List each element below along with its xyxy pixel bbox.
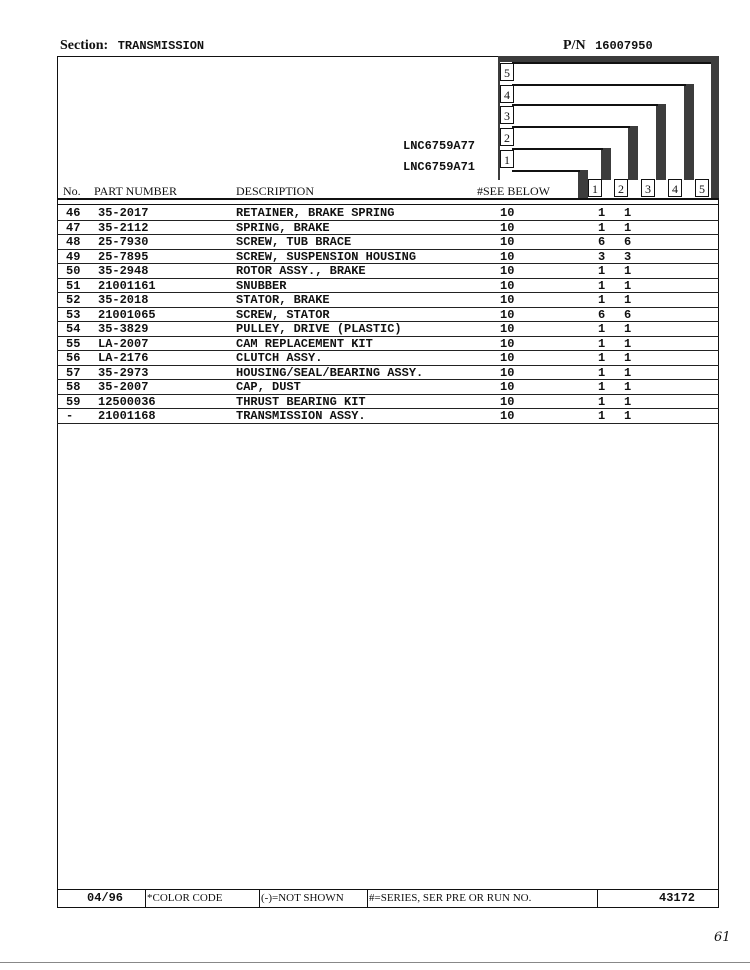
column-number-1: 1 [588, 179, 602, 197]
row-qty-col2: 1 [624, 336, 632, 351]
row-qty-col2: 6 [624, 235, 632, 249]
row-qty-col2: 1 [624, 293, 632, 307]
row-no: 47 [66, 220, 81, 235]
row-see-below: 10 [500, 278, 515, 293]
footer-sep-4 [597, 890, 598, 907]
series-box-4: 4 [500, 85, 514, 103]
row-qty-col2: 1 [624, 264, 632, 278]
row-see-below: 10 [500, 365, 515, 380]
row-part-number: 35-2017 [98, 206, 149, 220]
footer-page-code: 43172 [659, 891, 696, 905]
row-description: SCREW, SUSPENSION HOUSING [236, 249, 417, 264]
table-row [64, 206, 714, 220]
footer-color-code: *COLOR CODE [147, 892, 223, 904]
row-see-below: 10 [500, 206, 515, 220]
pn-label: P/N [563, 38, 586, 53]
series-box-2: 2 [500, 128, 514, 146]
row-part-number: LA-2007 [98, 336, 149, 351]
header-rule [57, 198, 719, 200]
series-line-1 [512, 148, 603, 150]
section-label: Section: [60, 38, 109, 53]
row-qty-col2: 3 [624, 249, 632, 264]
row-qty-col1: 1 [598, 351, 606, 365]
row-no: 53 [66, 307, 81, 322]
pn-value: 16007950 [595, 39, 653, 53]
header-no: No. [63, 184, 81, 198]
row-qty-col2: 1 [624, 394, 632, 409]
header-part-number: PART NUMBER [94, 184, 177, 198]
row-no: 54 [66, 322, 81, 336]
row-description: CLUTCH ASSY. [236, 351, 323, 365]
row-qty-col1: 1 [598, 264, 606, 278]
footer-date: 04/96 [87, 891, 124, 905]
row-description: CAM REPLACEMENT KIT [236, 336, 373, 351]
row-see-below: 10 [500, 380, 515, 394]
row-qty-col1: 6 [598, 307, 606, 322]
table-row [64, 380, 714, 394]
row-description: THRUST BEARING KIT [236, 394, 366, 409]
row-qty-col1: 1 [598, 293, 606, 307]
row-no: - [66, 409, 74, 423]
table-row [64, 293, 714, 307]
row-part-number: 35-2973 [98, 365, 149, 380]
header-see-below: #SEE BELOW [477, 184, 550, 198]
row-part-number: 35-2018 [98, 293, 149, 307]
footer-sep-1 [145, 890, 146, 907]
row-description: HOUSING/SEAL/BEARING ASSY. [236, 365, 424, 380]
row-no: 57 [66, 365, 81, 380]
row-part-number: 12500036 [98, 394, 156, 409]
footer-sep-2 [259, 890, 260, 907]
table-row [64, 221, 714, 235]
row-no: 50 [66, 264, 81, 278]
row-part-number: 21001065 [98, 307, 156, 322]
row-qty-col2: 1 [624, 365, 632, 380]
row-see-below: 10 [500, 220, 515, 235]
series-line-4 [512, 84, 686, 86]
row-part-number: 25-7895 [98, 249, 149, 264]
row-no: 48 [66, 235, 81, 249]
handwritten-page-mark: 61 [714, 930, 731, 945]
footer-sep-3 [367, 890, 368, 907]
series-bar-3 [656, 104, 666, 180]
row-divider [57, 423, 719, 424]
part-number-header [563, 38, 653, 54]
row-qty-col2: 1 [624, 322, 632, 336]
row-see-below: 10 [500, 307, 515, 322]
row-part-number: LA-2176 [98, 351, 149, 365]
column-number-2: 2 [614, 179, 628, 197]
row-description: SPRING, BRAKE [236, 220, 330, 235]
series-line-3 [512, 104, 658, 106]
table-row [64, 366, 714, 380]
row-qty-col1: 1 [598, 409, 606, 423]
footer-not-shown: (-)=NOT SHOWN [261, 892, 344, 904]
row-part-number: 21001168 [98, 409, 156, 423]
row-description: PULLEY, DRIVE (PLASTIC) [236, 322, 402, 336]
series-box-3: 3 [500, 106, 514, 124]
table-row [64, 308, 714, 322]
row-description: STATOR, BRAKE [236, 293, 330, 307]
row-qty-col2: 1 [624, 409, 632, 423]
row-description: SNUBBER [236, 278, 287, 293]
table-row [64, 264, 714, 278]
row-qty-col1: 1 [598, 278, 606, 293]
model-label-a77: LNC6759A77 [403, 139, 476, 153]
series-line-2 [512, 126, 630, 128]
section-header [60, 38, 204, 54]
series-bar-0 [578, 170, 588, 198]
row-see-below: 10 [500, 293, 515, 307]
row-qty-col1: 3 [598, 249, 606, 264]
series-bar-2 [628, 126, 638, 180]
row-qty-col2: 1 [624, 380, 632, 394]
series-bar-4 [684, 84, 694, 180]
table-row [64, 351, 714, 365]
table-row [64, 279, 714, 293]
row-see-below: 10 [500, 394, 515, 409]
row-qty-col1: 1 [598, 220, 606, 235]
row-part-number: 35-2007 [98, 380, 149, 394]
row-see-below: 10 [500, 249, 515, 264]
row-qty-col1: 1 [598, 394, 606, 409]
row-qty-col1: 1 [598, 322, 606, 336]
row-no: 58 [66, 380, 81, 394]
footer-bar [57, 889, 719, 908]
column-number-4: 4 [668, 179, 682, 197]
row-qty-col1: 1 [598, 336, 606, 351]
row-qty-col2: 1 [624, 351, 632, 365]
row-qty-col1: 1 [598, 365, 606, 380]
row-qty-col1: 1 [598, 380, 606, 394]
table-row [64, 337, 714, 351]
header-description: DESCRIPTION [236, 184, 315, 198]
row-no: 56 [66, 351, 81, 365]
row-description: ROTOR ASSY., BRAKE [236, 264, 366, 278]
row-see-below: 10 [500, 235, 515, 249]
row-description: TRANSMISSION ASSY. [236, 409, 366, 423]
row-no: 52 [66, 293, 81, 307]
row-no: 49 [66, 249, 81, 264]
row-no: 51 [66, 278, 81, 293]
row-no: 46 [66, 206, 81, 220]
column-number-3: 3 [641, 179, 655, 197]
row-part-number: 35-2112 [98, 220, 149, 235]
table-row [64, 409, 714, 423]
model-label-a71: LNC6759A71 [403, 160, 476, 174]
row-qty-col2: 1 [624, 278, 632, 293]
table-row [64, 235, 714, 249]
row-part-number: 35-2948 [98, 264, 149, 278]
bottom-rule [0, 962, 750, 963]
row-see-below: 10 [500, 351, 515, 365]
row-qty-col2: 6 [624, 307, 632, 322]
row-part-number: 35-3829 [98, 322, 149, 336]
row-qty-col1: 1 [598, 206, 606, 220]
table-row [64, 250, 714, 264]
footer-series-note: #=SERIES, SER PRE OR RUN NO. [369, 892, 532, 904]
row-description: RETAINER, BRAKE SPRING [236, 206, 395, 220]
row-see-below: 10 [500, 336, 515, 351]
row-see-below: 10 [500, 264, 515, 278]
section-value: TRANSMISSION [117, 39, 205, 53]
row-see-below: 10 [500, 409, 515, 423]
series-box-5: 5 [500, 63, 514, 81]
row-qty-col2: 1 [624, 206, 632, 220]
series-bar-1 [601, 148, 611, 180]
series-box-1: 1 [500, 150, 514, 168]
header-rule-2 [57, 204, 719, 205]
series-right-band [711, 56, 719, 198]
row-description: CAP, DUST [236, 380, 301, 394]
row-part-number: 25-7930 [98, 235, 149, 249]
row-qty-col1: 6 [598, 235, 606, 249]
row-description: SCREW, STATOR [236, 307, 330, 322]
table-row [64, 395, 714, 409]
row-no: 59 [66, 394, 81, 409]
series-line-0 [512, 170, 580, 172]
row-no: 55 [66, 336, 81, 351]
table-row [64, 322, 714, 336]
row-see-below: 10 [500, 322, 515, 336]
column-number-5: 5 [695, 179, 709, 197]
row-part-number: 21001161 [98, 278, 156, 293]
row-description: SCREW, TUB BRACE [236, 235, 352, 249]
series-line-5 [512, 62, 711, 64]
row-qty-col2: 1 [624, 220, 632, 235]
